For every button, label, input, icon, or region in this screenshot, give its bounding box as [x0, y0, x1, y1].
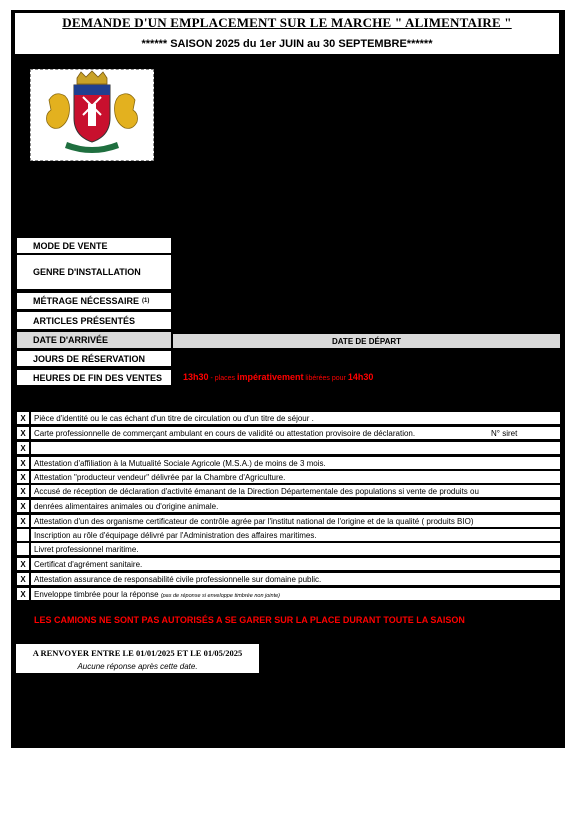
label-jours-reservation: JOURS DE RÉSERVATION [16, 350, 172, 367]
document-checkbox[interactable]: X [16, 587, 30, 601]
document-row [16, 470, 561, 484]
document-row [16, 514, 561, 528]
envelope-note: (pas de réponse si enveloppe timbrée non jointe) [160, 593, 281, 599]
closing-hours: 13h30 - places impérativement libérées pour 14h30 [183, 372, 374, 382]
document-checkbox[interactable]: X [16, 499, 30, 513]
return-deadline: A RENVOYER ENTRE LE 01/01/2025 ET LE 01/05/2025 [32, 648, 243, 658]
label-articles: ARTICLES PRÉSENTÉS [16, 311, 172, 330]
parking-warning: LES CAMIONS NE SONT PAS AUTORISÉS A SE GARER SUR LA PLACE DURANT TOUTE LA SAISON [34, 615, 465, 625]
document-row [16, 441, 561, 455]
label-date-arrivee: DATE D'ARRIVÉE [16, 331, 172, 349]
document-row [16, 484, 561, 498]
document-label: Attestation d'un des organisme certificateur de contrôle agrée par l'institut national de l'origine et de la qualité ( produits BIO) [30, 514, 561, 528]
document-label: Pièce d'identité ou le cas échant d'un titre de circulation ou d'un titre de séjour . [30, 411, 561, 425]
form-title: DEMANDE D'UN EMPLACEMENT SUR LE MARCHE " ALIMENTAIRE " [62, 15, 512, 30]
siret-label: N° siret [491, 429, 518, 438]
document-row [16, 456, 561, 470]
document-row [16, 542, 561, 556]
document-row [16, 426, 561, 440]
document-label: Accusé de réception de déclaration d'activité émanant de la Direction Départementale des populations si vente de produits ou [30, 484, 561, 498]
label-genre-installation: GENRE D'INSTALLATION [16, 254, 172, 290]
document-label: Attestation assurance de responsabilité civile professionnelle sur domaine public. [30, 572, 561, 586]
document-checkbox[interactable] [16, 528, 30, 542]
label-heures-fin: HEURES DE FIN DES VENTES [16, 369, 172, 386]
document-checkbox[interactable]: X [16, 470, 30, 484]
document-label: Certificat d'agrément sanitaire. [30, 557, 561, 571]
return-deadline-box [15, 643, 260, 674]
label-date-depart: DATE DE DÉPART [172, 333, 561, 349]
document-checkbox[interactable]: X [16, 572, 30, 586]
no-reply-note: Aucune réponse après cette date. [77, 662, 198, 671]
season-dates: ****** SAISON 2025 du 1er JUIN au 30 SEPTEMBRE****** [141, 38, 433, 50]
document-checkbox[interactable]: X [16, 426, 30, 440]
document-label: Livret professionnel maritime. [30, 542, 561, 556]
document-row [16, 557, 561, 571]
document-checkbox[interactable]: X [16, 411, 30, 425]
document-label: Inscription au rôle d'équipage délivré par l'Administration des affaires maritimes. [30, 528, 561, 542]
document-checkbox[interactable] [16, 542, 30, 556]
document-row [16, 528, 561, 542]
document-label: Attestation "producteur vendeur" délivrée par la Chambre d'Agriculture. [30, 470, 561, 484]
document-checkbox[interactable]: X [16, 456, 30, 470]
document-row [16, 499, 561, 513]
coat-of-arms-logo [30, 69, 154, 161]
document-row [16, 572, 561, 586]
document-checkbox[interactable]: X [16, 484, 30, 498]
label-mode-de-vente: MODE DE VENTE [16, 237, 172, 254]
document-checkbox[interactable]: X [16, 441, 30, 455]
document-label: Carte professionnelle de commerçant ambulant en cours de validité ou attestation provisoire de déclaration. N° siret [30, 426, 561, 440]
document-checkbox[interactable]: X [16, 557, 30, 571]
document-label: Attestation d'affiliation à la Mutualité Sociale Agricole (M.S.A.) de moins de 3 mois. [30, 456, 561, 470]
document-label: denrées alimentaires animales ou d'origine animale. [30, 499, 561, 513]
document-checkbox[interactable]: X [16, 514, 30, 528]
document-label: Enveloppe timbrée pour la réponse (pas de réponse si enveloppe timbrée non jointe) [30, 587, 561, 601]
document-label [30, 441, 561, 455]
label-metrage: MÉTRAGE NÉCESSAIRE (1) [16, 292, 172, 310]
document-row [16, 411, 561, 425]
form-header [14, 12, 560, 55]
document-row [16, 587, 561, 601]
